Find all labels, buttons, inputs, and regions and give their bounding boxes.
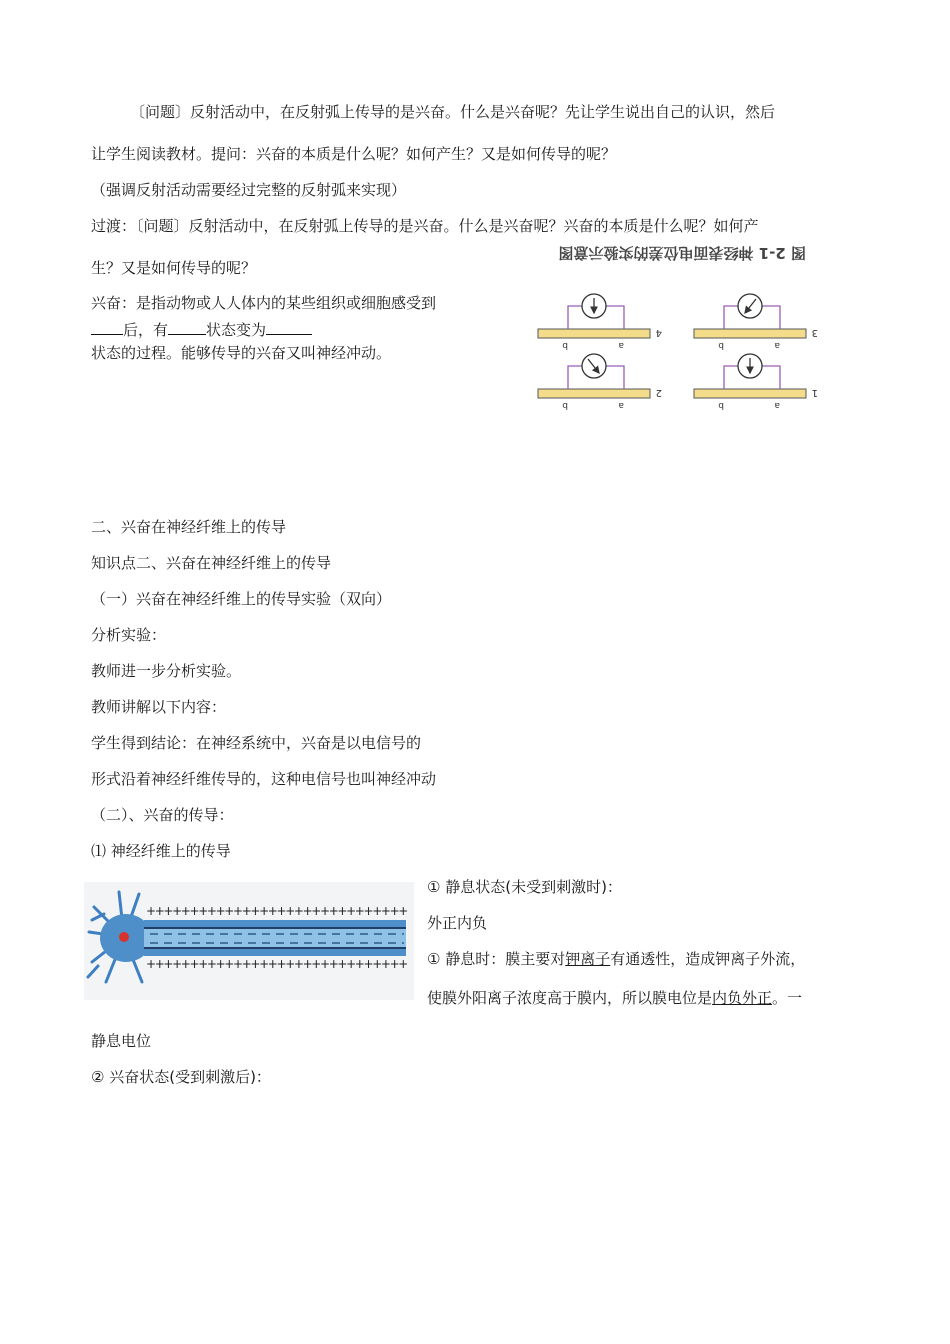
positive-charge-sign: +	[293, 904, 304, 918]
positive-charge-sign: +	[293, 957, 304, 971]
definition-line-2	[91, 318, 312, 340]
item-fiber-conduction: ⑴ 神经纤维上的传导	[91, 842, 231, 860]
teacher-analysis: 教师进一步分析实验。	[91, 662, 242, 680]
analyze-label: 分析实验：	[91, 626, 167, 644]
positive-charge-sign: +	[354, 904, 365, 918]
panel-label-b: b	[562, 400, 568, 410]
positive-charge-sign: +	[311, 904, 322, 918]
positive-charge-sign: +	[380, 957, 391, 971]
positive-charge-sign: +	[276, 957, 287, 971]
positive-charge-sign: +	[180, 957, 191, 971]
positive-charge-sign: +	[146, 904, 157, 918]
panel-label-a: a	[774, 340, 780, 350]
positive-charge-sign: +	[189, 957, 200, 971]
positive-charge-sign: +	[163, 904, 174, 918]
panel-label-a: a	[618, 400, 624, 410]
resting-text: ① 静息时：膜主要对	[427, 950, 566, 968]
positive-charge-sign: +	[302, 957, 313, 971]
positive-charge-sign: +	[346, 904, 357, 918]
excited-state-title: ② 兴奋状态(受到刺激后)：	[91, 1068, 271, 1086]
polarity-underlined: 内负外正	[712, 989, 773, 1007]
positive-charge-sign: +	[398, 904, 409, 918]
subsection-experiment: （一）兴奋在神经纤维上的传导实验（双向）	[91, 590, 392, 608]
figure-panel-3	[694, 294, 818, 350]
fill-blank-2[interactable]	[168, 318, 206, 335]
positive-charge-sign: +	[302, 904, 313, 918]
positive-charge-sign: +	[206, 904, 217, 918]
knowledge-point-heading: 知识点二、兴奋在神经纤维上的传导	[91, 554, 332, 572]
paragraph-transition-2: 生？又是如何传导的呢？	[91, 259, 257, 277]
positive-charge-sign: +	[389, 957, 400, 971]
paragraph-problem-2: 让学生阅读教材。提问：兴奋的本质是什么呢？如何产生？又是如何传导的呢？	[91, 145, 617, 163]
panel-label-b: b	[718, 400, 724, 410]
positive-charge-sign: +	[320, 957, 331, 971]
positive-charge-sign: +	[198, 904, 209, 918]
figure-panel-4	[538, 294, 662, 350]
positive-charge-sign: +	[154, 904, 165, 918]
panel-label-b: b	[718, 340, 724, 350]
positive-charge-sign: +	[328, 957, 339, 971]
positive-charge-sign: +	[363, 904, 374, 918]
panel-number: 3	[811, 327, 818, 338]
definition-text-after: 后，有	[123, 321, 169, 339]
positive-charge-sign: +	[224, 957, 235, 971]
definition-line-3: 状态的过程。能够传导的兴奋又叫神经冲动。	[91, 344, 392, 362]
paragraph-emphasis: （强调反射活动需要经过完整的反射弧来实现）	[91, 181, 407, 199]
panel-label-a: a	[774, 400, 780, 410]
positive-charge-sign: +	[337, 957, 348, 971]
positive-charge-sign: +	[398, 957, 409, 971]
neuron-resting-potential-figure	[84, 882, 414, 1000]
positive-charge-sign: +	[285, 957, 296, 971]
positive-charge-sign: +	[146, 957, 157, 971]
panel-label-b: b	[562, 340, 568, 350]
positive-charge-sign: +	[180, 904, 191, 918]
positive-charge-sign: +	[337, 904, 348, 918]
panel-number: 1	[811, 387, 818, 398]
resting-explain-line-1	[427, 949, 805, 969]
positive-charge-sign: +	[215, 957, 226, 971]
positive-charge-sign: +	[233, 904, 244, 918]
positive-charge-sign: +	[380, 904, 391, 918]
panel-label-a: a	[618, 340, 624, 350]
panel-number: 2	[655, 387, 662, 398]
positive-charge-sign: +	[311, 957, 322, 971]
positive-charge-sign: +	[224, 904, 235, 918]
subsection-conduction: （二）、兴奋的传导：	[91, 806, 234, 824]
positive-charge-sign: +	[259, 957, 270, 971]
resting-text: 有通透性，造成钾离子外流，	[610, 950, 806, 968]
resting-state-title: ① 静息状态(未受到刺激时)：	[427, 878, 622, 896]
positive-charge-sign: +	[285, 904, 296, 918]
fill-blank-1[interactable]	[91, 318, 123, 335]
positive-charge-sign: +	[172, 904, 183, 918]
conclusion-line-2: 形式沿着神经纤维传导的，这种电信号也叫神经冲动	[91, 770, 437, 788]
positive-charge-sign: +	[354, 957, 365, 971]
positive-charge-sign: +	[372, 957, 383, 971]
positive-charge-sign: +	[363, 957, 374, 971]
positive-charge-sign: +	[233, 957, 244, 971]
positive-charge-sign: +	[241, 957, 252, 971]
positive-charge-sign: +	[250, 957, 261, 971]
conclusion-line-1: 学生得到结论：在神经系统中，兴奋是以电信号的	[91, 734, 422, 752]
definition-line-1: 兴奋：是指动物或人人体内的某些组织或细胞感受到	[91, 294, 437, 312]
positive-charge-sign: +	[241, 904, 252, 918]
positive-charge-sign: +	[163, 957, 174, 971]
fill-blank-3[interactable]	[266, 318, 312, 335]
teacher-explain: 教师讲解以下内容：	[91, 698, 227, 716]
figure-caption: 图 2-1 神经表面电位差的实验示意图	[558, 244, 806, 262]
positive-charge-sign: +	[267, 904, 278, 918]
positive-charge-sign: +	[328, 904, 339, 918]
positive-charge-sign: +	[389, 904, 400, 918]
panel-number: 4	[655, 327, 662, 338]
section-heading: 二、兴奋在神经纤维上的传导	[91, 518, 287, 536]
positive-charge-sign: +	[320, 904, 331, 918]
figure-panel-1	[694, 354, 818, 410]
positive-charge-sign: +	[250, 904, 261, 918]
paragraph-transition-1: 过渡：〔问题〕反射活动中，在反射弧上传导的是兴奋。什么是兴奋呢？兴奋的本质是什么呢？如何产	[91, 217, 759, 235]
positive-charge-sign: +	[189, 904, 200, 918]
resting-explain-line-2	[427, 988, 802, 1008]
figure-panel-2	[538, 354, 662, 410]
positive-charge-sign: +	[206, 957, 217, 971]
positive-charge-sign: +	[276, 904, 287, 918]
positive-charge-sign: +	[215, 904, 226, 918]
positive-charge-sign: +	[259, 904, 270, 918]
potassium-underlined: 钾离子	[565, 950, 611, 968]
resting-text: 。一	[772, 989, 803, 1007]
resting-state-desc: 外正内负	[427, 914, 488, 932]
nerve-potential-experiment-figure	[516, 240, 820, 428]
definition-text-state: 状态变为	[206, 321, 267, 339]
resting-potential-label: 静息电位	[91, 1032, 152, 1050]
positive-charge-sign: +	[346, 957, 357, 971]
positive-charge-sign: +	[198, 957, 209, 971]
resting-text: 使膜外阳离子浓度高于膜内，所以膜电位是	[427, 989, 713, 1007]
positive-charge-sign: +	[172, 957, 183, 971]
positive-charge-sign: +	[154, 957, 165, 971]
positive-charge-sign: +	[267, 957, 278, 971]
paragraph-problem-1: 〔问题〕反射活动中，在反射弧上传导的是兴奋。什么是兴奋呢？先让学生说出自己的认识，然后	[130, 103, 776, 121]
positive-charge-sign: +	[372, 904, 383, 918]
